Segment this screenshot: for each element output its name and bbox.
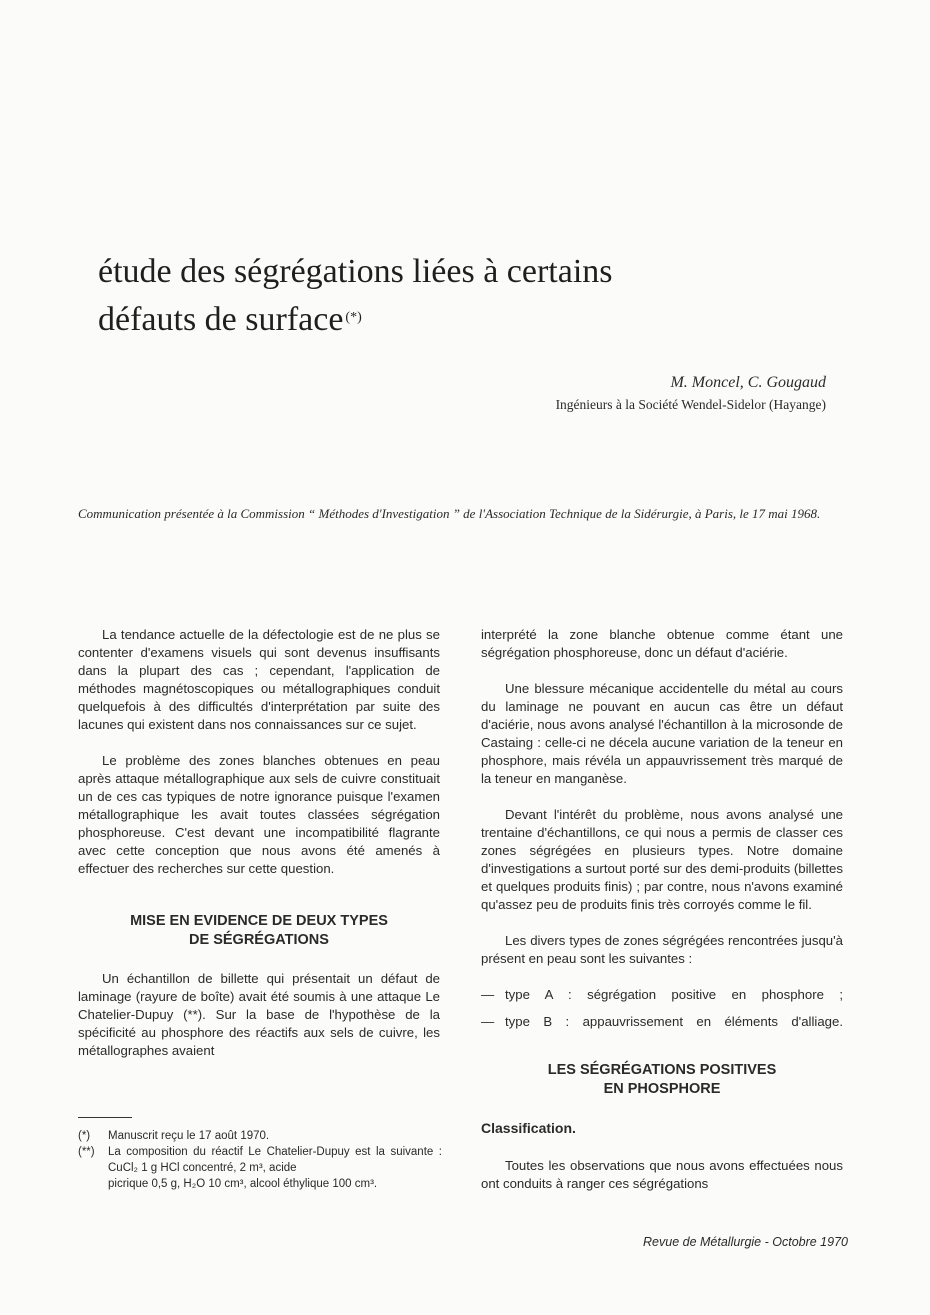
list-item-type-a (481, 986, 843, 1004)
paragraph-8: Toutes les observations que nous avons effectuées nous ont conduits à ranger ces ségrégations (481, 1158, 843, 1191)
section-heading-1-line-1: MISE EN EVIDENCE DE DEUX TYPES (130, 913, 388, 929)
authors: M. Moncel, C. Gougaud (670, 374, 826, 391)
right-column (481, 626, 843, 1211)
section-heading-2-line-2: EN PHOSPHORE (603, 1081, 721, 1097)
list-item-type-b (481, 1013, 843, 1031)
paragraph-3: Un échantillon de billette qui présentait un défaut de laminage (rayure de boîte) avait été soumis à une attaque Le Chatelier-Dupuy (**). Sur la base de l'hypothèse de la spécificité au phosphore des réactifs aux sels de cuivre, les métallographes avaient (78, 971, 440, 1058)
affiliation: Ingénieurs à la Société Wendel-Sidelor (Hayange) (555, 397, 826, 412)
subsection-heading: Classification. (481, 1120, 576, 1136)
footnote-1-mark: (*) (78, 1130, 91, 1142)
footnote-2-mark: (**) (78, 1146, 95, 1158)
paragraph-5: Une blessure mécanique accidentelle du métal au cours du laminage ne pouvant en aucun cas être un défaut d'aciérie, nous avons analysé l'échantillon à la microsonde de Castaing : celle-ci ne décela aucune variation de la teneur en phosphore, mais révéla un appauvrissement très marqué de la teneur en manganèse. (481, 681, 843, 786)
journal-footer: Revue de Métallurgie - Octobre 1970 (643, 1235, 848, 1249)
list-item-text: type A : ségrégation positive en phosphore ; (505, 987, 843, 1002)
section-heading-1 (78, 912, 440, 950)
section-heading-1-line-2: DE SÉGRÉGATIONS (189, 932, 329, 948)
section-heading-2-line-1: LES SÉGRÉGATIONS POSITIVES (547, 1062, 777, 1078)
dash-marker: — (481, 987, 495, 1002)
paragraph-6: Devant l'intérêt du problème, nous avons analysé une trentaine d'échantillons, ce qui nous a permis de classer ces zones ségrégées en plusieurs types. Notre domaine d'investigations a surtout porté sur des demi-produits (billettes et quelques produits finis) ; par contre, nous n'avons examiné qu'assez peu de produits finis très corroyés comme le fil. (481, 807, 843, 912)
footnote-2 (78, 1144, 442, 1176)
footnote-2-continuation: picrique 0,5 g, H₂O 10 cm³, alcool éthylique 100 cm³. (108, 1178, 378, 1190)
article-title (98, 248, 858, 344)
title-line-1: étude des ségrégations liées à certains (98, 253, 613, 290)
paragraph-1: La tendance actuelle de la défectologie est de ne plus se contenter d'examens visuels qui sont devenus insuffisants dans la plupart des cas ; cependant, l'application de méthodes magnétoscopiques ou métallographiques conduit quelquefois à des difficultés d'interprétation par suite des lacunes qui existent dans nos connaissances sur ce sujet. (78, 627, 440, 732)
footnote-1-text: Manuscrit reçu le 17 août 1970. (108, 1130, 270, 1142)
list-item-text: type B : appauvrissement en éléments d'alliage. (505, 1014, 843, 1029)
dash-marker: — (481, 1014, 495, 1029)
section-heading-2 (481, 1061, 843, 1099)
paragraph-2: Le problème des zones blanches obtenues en peau après attaque métallographique aux sels de cuivre constituait un de ces cas typiques de notre ignorance puisque l'examen métallographique les avait toutes classées ségrégation phosphoreuse. C'est devant une incompatibilité flagrante avec cette conception que nous avons été amenés à effectuer des recherches sur cette question. (78, 753, 440, 876)
footnotes (78, 1117, 442, 1192)
left-column (78, 626, 440, 1078)
title-footnote-mark: (*) (345, 310, 362, 325)
communication-note: Communication présentée à la Commission “ Méthodes d'Investigation ” de l'Association Technique de la Sidérurgie, à Paris, le 17 mai 1968. (78, 506, 821, 521)
footnote-2-text: La composition du réactif Le Chatelier-Dupuy est la suivante : CuCl₂ 1 g HCl concentré, 2 m³, acide (108, 1146, 442, 1174)
footnote-rule (78, 1117, 132, 1118)
title-line-2: défauts de surface (98, 301, 344, 338)
footnote-1 (78, 1128, 442, 1144)
paragraph-7: Les divers types de zones ségrégées rencontrées jusqu'à présent en peau sont les suivantes : (481, 933, 843, 966)
paragraph-4: interprété la zone blanche obtenue comme étant une ségrégation phosphoreuse, donc un défaut d'aciérie. (481, 627, 843, 660)
